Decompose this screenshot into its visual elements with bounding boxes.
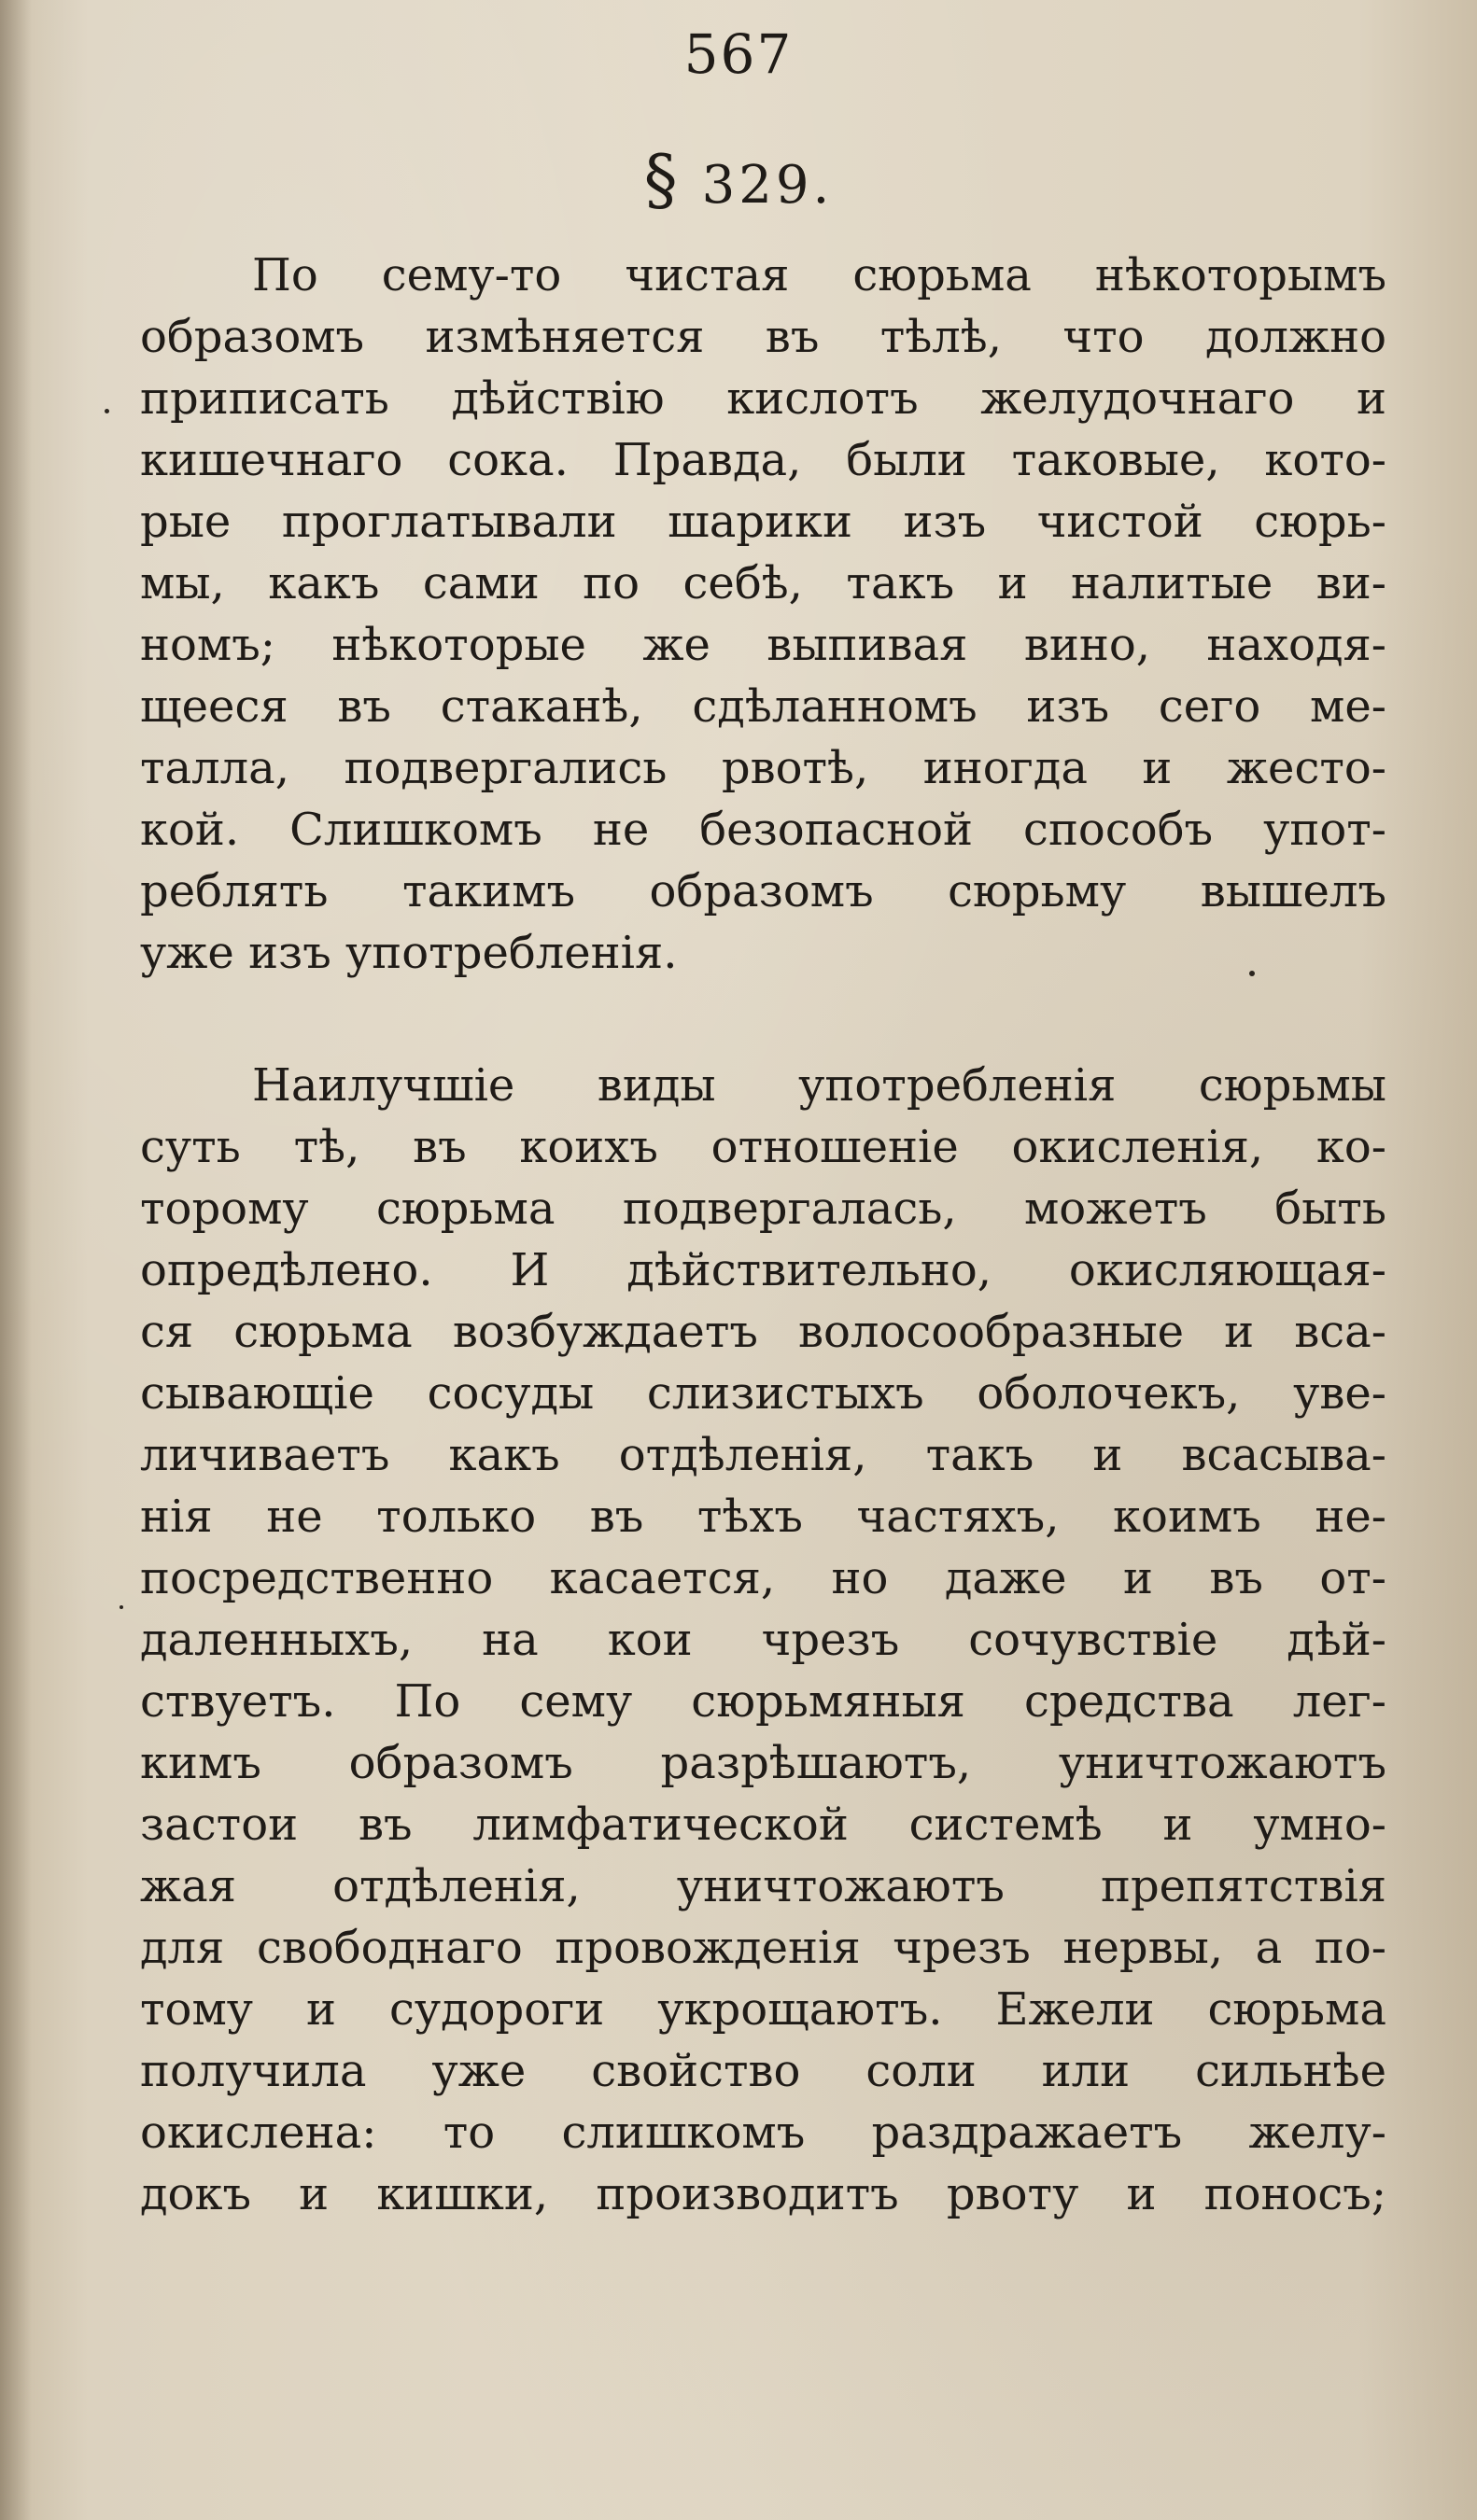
text-line: нія не только въ тѣхъ частяхъ, коимъ не- xyxy=(140,1491,1386,1543)
text-line: получила уже свойство соли или сильнѣе xyxy=(140,2045,1386,2097)
text-line: ствуетъ. По сему сюрьмяныя средства лег- xyxy=(140,1675,1386,1728)
text-line: мы, какъ сами по себѣ, такъ и налитые ви- xyxy=(140,557,1386,609)
text-line: тому и судороги укрощаютъ. Ежели сюрьма xyxy=(140,1983,1386,2036)
text-line: окислена: то слишкомъ раздражаетъ желу- xyxy=(140,2107,1386,2159)
text-line: Наилучшіе виды употребленія сюрьмы xyxy=(252,1059,1386,1112)
text-line: рые проглатывали шарики изъ чистой сюрь- xyxy=(140,496,1386,548)
text-line: личиваетъ какъ отдѣленія, такъ и всасыва- xyxy=(140,1429,1386,1481)
text-line: уже изъ употребленія. xyxy=(140,927,678,979)
text-line: кимъ образомъ разрѣшаютъ, уничтожаютъ xyxy=(140,1737,1386,1789)
text-line: застои въ лимфатической системѣ и умно- xyxy=(140,1799,1386,1851)
text-line: для свободнаго провожденія чрезъ нервы, а по- xyxy=(140,1922,1386,1974)
text-line: талла, подвергались рвотѣ, иногда и жесто- xyxy=(140,742,1386,794)
section-heading xyxy=(0,140,1477,218)
text-line: торому сюрьма подвергалась, можетъ быть xyxy=(140,1183,1386,1235)
paragraph-2 xyxy=(140,1055,1386,2225)
text-line: суть тѣ, въ коихъ отношеніе окисленія, ко- xyxy=(140,1121,1386,1173)
text-line: реблять такимъ образомъ сюрьму вышелъ xyxy=(140,865,1386,917)
text-line: опредѣлено. И дѣйствительно, окисляющая- xyxy=(140,1244,1386,1296)
text-line: приписать дѣйствію кислотъ желудочнаго и xyxy=(140,372,1386,425)
text-line: кишечнаго сока. Правда, были таковые, кото- xyxy=(140,434,1386,486)
text-line: По сему-то чистая сюрьма нѣкоторымъ xyxy=(252,249,1386,301)
text-line: сывающіе сосуды слизистыхъ оболочекъ, уве- xyxy=(140,1367,1386,1420)
text-line: ся сюрьма возбуждаетъ волосообразные и вса- xyxy=(140,1306,1386,1358)
text-line: докъ и кишки, производитъ рвоту и поносъ; xyxy=(140,2168,1386,2220)
page-number: 567 xyxy=(683,22,794,86)
text-line: кой. Слишкомъ не безопасной способъ упот- xyxy=(140,804,1386,856)
spine-shadow xyxy=(0,0,32,2520)
text-line: жая отдѣленія, уничтожаютъ препятствія xyxy=(140,1860,1386,1912)
text-line: посредственно касается, но даже и въ от- xyxy=(140,1552,1386,1604)
section-number: 329. xyxy=(701,155,834,216)
text-line: даленныхъ, на кои чрезъ сочувствіе дѣй- xyxy=(140,1614,1386,1666)
ink-speck xyxy=(1249,971,1255,976)
section-mark: § xyxy=(643,140,682,218)
text-line: щееся въ стаканѣ, сдѣланномъ изъ сего ме- xyxy=(140,680,1386,733)
text-line: образомъ измѣняется въ тѣлѣ, что должно xyxy=(140,311,1386,363)
paragraph-1 xyxy=(140,245,1386,984)
ink-speck xyxy=(105,409,109,413)
text-line: номъ; нѣкоторые же выпивая вино, находя- xyxy=(140,619,1386,671)
ink-speck xyxy=(120,1605,123,1609)
